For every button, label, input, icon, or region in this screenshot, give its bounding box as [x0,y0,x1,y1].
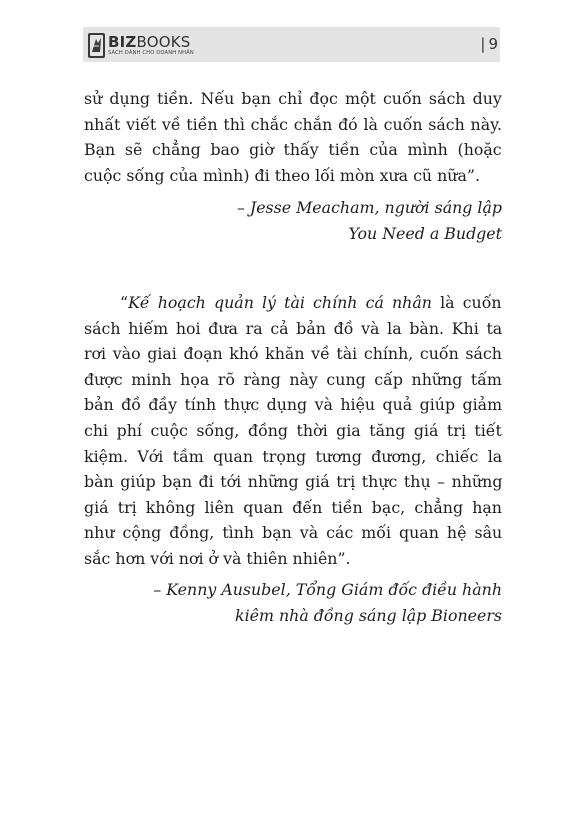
page-number-separator: | [480,35,486,53]
quote-2-attribution-author: – Kenny Ausubel, Tổng Giám đốc điều hành [153,580,502,599]
quote-1-line: sử dụng tiền. Nếu bạn chỉ đọc một cuốn sách duy [84,89,502,108]
quote-2-attribution [153,577,502,629]
publisher-logo [88,31,194,59]
quote-2-line: như cộng đồng, tình bạn và các mối quan hệ sâu [84,523,503,543]
page-number [480,34,498,54]
quote-2-line: giá trị không liên quan đến tiền bạc, chẳng hạn [84,497,502,517]
brand-name [108,32,194,51]
quote-1-body [84,86,502,188]
quote-1-line: cuộc sống của mình) đi theo lối mòn xưa cũ nữa”. [84,165,480,185]
quote-2-first-line [84,290,502,316]
quote-2-book-title: Kế hoạch quản lý tài chính cá nhân [128,293,432,312]
quote-2-line: kiệm. Với tầm quan trọng tương đương, chiếc la [84,446,503,466]
quote-2-first-line-rest: là cuốn [431,293,502,312]
quote-2-attribution-org: kiêm nhà đồng sáng lập Bioneers [235,606,502,625]
quote-1-attribution [237,195,502,247]
quote-1-line: Bạn sẽ chẳng bao giờ thấy tiền của mình (hoặc [84,140,502,160]
brand-name-rest: BOOKS [136,32,191,51]
quote-2-open-quote: “ [120,293,129,312]
quote-2-line: chi phí cuộc sống, đồng thời gia tăng giá trị tiết [84,420,502,440]
quote-2-line: được minh họa rõ ràng này cung cấp những tấm [84,369,502,389]
brand-name-bold: BIZ [108,32,137,51]
quote-2-line: rơi vào giai đoạn khó khăn về tài chính, cuốn sách [84,344,502,364]
quote-2-body [84,290,502,572]
page-number-value: 9 [488,35,498,53]
bizbooks-logo-icon [88,33,105,58]
quote-2-line: sách hiếm hoi đưa ra cả bản đồ và la bàn. Khi ta [84,318,503,338]
brand-tagline: SÁCH DÀNH CHO DOANH NHÂN [108,49,194,56]
quote-1-attribution-org: You Need a Budget [348,224,502,243]
quote-2-line: sắc hơn với nơi ở và thiên nhiên”. [84,548,351,568]
quote-2-line: bản đồ đầy tính thực dụng và hiệu quả giúp giảm [84,395,503,415]
quote-1-line: nhất viết về tiền thì chắc chắn đó là cuốn sách này. [84,114,503,134]
quote-2-line: bàn giúp bạn đi tới những giá trị thực thụ – những [84,472,503,492]
quote-1-attribution-author: – Jesse Meacham, người sáng lập [236,198,502,217]
